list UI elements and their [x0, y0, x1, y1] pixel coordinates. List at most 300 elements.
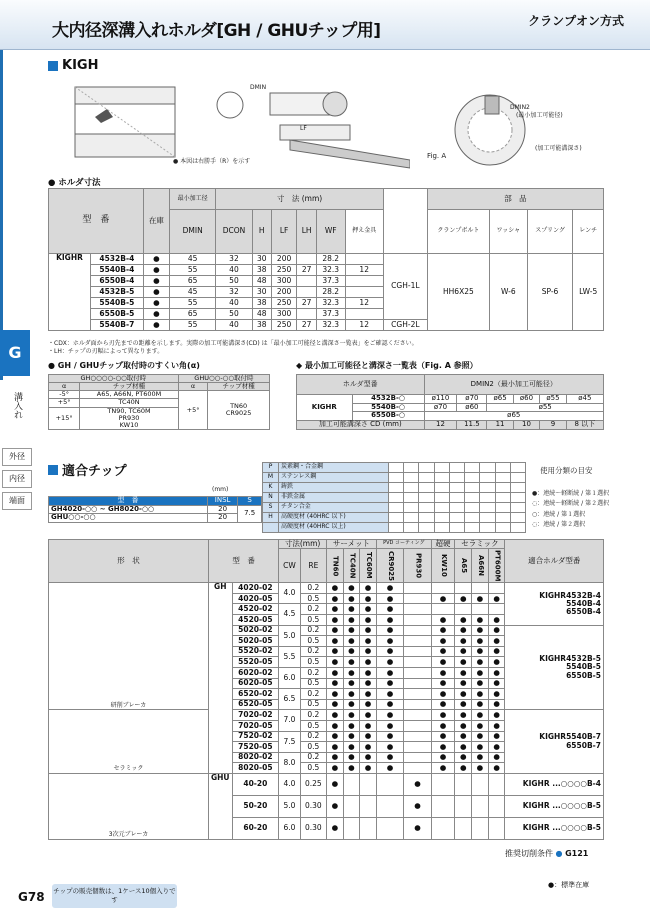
cls-label: 高硬度材 (40HRC 以上)	[279, 523, 389, 533]
stock: ●	[143, 298, 169, 309]
fig-a-drawing	[445, 88, 535, 168]
stock: ●	[143, 309, 169, 320]
cw: 4.0	[279, 583, 300, 604]
grade-dot: ●	[472, 593, 489, 604]
grade-dot	[376, 817, 403, 839]
relief-chip2: チップ材種	[208, 383, 270, 391]
cls-cell	[449, 513, 464, 523]
part-clamp-val: CGH-1L	[383, 254, 427, 320]
grade-dot: ●	[455, 710, 472, 721]
relief-r2-a: +5°	[49, 399, 80, 407]
shape-cell: セラミック	[49, 710, 209, 774]
model: 5540B-4	[90, 265, 143, 276]
cw: 4.5	[279, 604, 300, 625]
app-holder: KIGHR ...○○○○B-5	[505, 795, 604, 817]
grade-dot: ●	[360, 636, 377, 647]
dmin-label: DMIN	[250, 84, 267, 91]
grade-dot	[343, 795, 360, 817]
dim-cell: 38	[252, 298, 271, 309]
grade-dot: ●	[431, 657, 455, 668]
col-model: 型 番	[49, 189, 144, 254]
grade-dot: ●	[431, 720, 455, 731]
re: 0.2	[300, 604, 326, 615]
insl-table	[48, 496, 262, 523]
cls-cell	[510, 493, 525, 503]
grade-TC60M: TC60M	[360, 549, 377, 583]
re: 0.2	[300, 646, 326, 657]
cls-cell	[510, 513, 525, 523]
grade-dot: ●	[343, 720, 360, 731]
re: 0.5	[300, 699, 326, 710]
col-dmin: DMIN	[170, 210, 216, 254]
grade-dot	[431, 773, 455, 795]
side-tab-grooving[interactable]: 溝入れ	[12, 392, 22, 419]
dim-cell: 32	[216, 287, 252, 298]
grade-dot: ●	[327, 636, 344, 647]
grade-dot	[343, 773, 360, 795]
insl-h2: S	[238, 497, 262, 506]
mv: ø55	[487, 403, 604, 412]
dim-cell: 27	[297, 265, 317, 276]
cls-cell	[419, 493, 434, 503]
cls-label: ステンレス鋼	[279, 473, 389, 483]
grade-dot: ●	[488, 646, 505, 657]
cls-cell	[449, 503, 464, 513]
insl-h1: INSL	[207, 497, 237, 506]
stock: ●	[143, 276, 169, 287]
grade-dot: ●	[455, 646, 472, 657]
dim-cell: 50	[216, 309, 252, 320]
part-wrench: レンチ	[573, 210, 604, 254]
grade-dot: ●	[472, 763, 489, 774]
model: 6550B-4	[90, 276, 143, 287]
chip-model: 6020-05	[232, 678, 279, 689]
grade-dot: ●	[455, 763, 472, 774]
grade-dot: ●	[343, 593, 360, 604]
cw: 5.0	[279, 795, 300, 817]
grade-dot: ●	[488, 625, 505, 636]
dim-cell: 12	[345, 320, 383, 331]
grade-dot: ●	[488, 668, 505, 679]
grade-dot: ●	[431, 710, 455, 721]
col-app: 適合ホルダ型番	[505, 540, 604, 583]
cls-cell	[389, 483, 404, 493]
cls-cell	[465, 483, 480, 493]
mv: ø70	[424, 403, 457, 412]
cross-section-drawing	[70, 82, 180, 162]
cls-cell	[389, 493, 404, 503]
grade-dot: ●	[472, 668, 489, 679]
grade-dot: ●	[360, 731, 377, 742]
grade-dot	[455, 583, 472, 594]
cls-cell	[404, 513, 419, 523]
cd-v: 10	[513, 421, 539, 430]
re: 0.30	[300, 795, 326, 817]
col-pvd: PVD コーティング	[376, 540, 431, 549]
series: KIGHR	[49, 254, 91, 331]
part-spring: スプリング	[527, 210, 573, 254]
part-spring-val: SP-6	[527, 254, 573, 331]
grade-dot: ●	[343, 636, 360, 647]
grade-dot: ●	[488, 720, 505, 731]
grade-dot: ●	[488, 699, 505, 710]
grade-dot	[376, 795, 403, 817]
app-holder	[505, 625, 604, 710]
grade-dot: ●	[455, 657, 472, 668]
relief-a1: α	[49, 383, 80, 391]
dim-cell: 250	[271, 265, 297, 276]
grade-dot: ●	[327, 795, 344, 817]
grade-dot	[404, 710, 431, 721]
minlist-m2: 6550B-○	[352, 412, 424, 421]
legend-3: ◌：連続 / 第２選択	[532, 521, 586, 528]
holder-table	[48, 188, 604, 331]
holder-note-1: ・CDX：ホルダ面から刃先までの距離を示します。実際の加工可能溝深さ(CD) は「最小加工可能径と溝深さ一覧表」をご確認ください。	[48, 340, 418, 347]
grade-dot	[472, 583, 489, 594]
chip-model: 4020-02	[232, 583, 279, 594]
insl-m0: GH4020-○○ ~ GH8020-○○	[49, 505, 208, 514]
col-ceramic: セラミック	[455, 540, 505, 549]
grade-dot	[360, 795, 377, 817]
shape-cell: 研削ブレーカ	[49, 583, 209, 710]
dim-cell: 45	[170, 287, 216, 298]
app-holder	[505, 583, 604, 625]
dim-cell: 28.2	[316, 287, 345, 298]
chip-table: 形 状 型 番 寸法(mm) サーメット PVD コーティング 超硬 セラミック 適合ホルダ型番 CW RE TN60 TC40N TC60M CR9025 PR930 KW10 A65 A66N PT600M 研削ブレーカ GH 4020-02 4.0 0.2 ● ● ● ● KIGHR4532B-4 5540B-4 6550B-4 4020-05 0.5 ● ● ● ● ● ● ● ● 4520-02 4.5 0.2 ● ● ● ● 4520-05 0.5 ● ● ● ● ● ● ● ● 5020-02 5.0 0.2 ● ● ● ● ● ● ● ● KIGHR4532B-5 5540B-5 6550B-5 5020-05 0.5 ● ● ● ● ● ● ● ● 5520-02 5.5 0.2 ● ● ● ● ● ● ● ● 5520-05 0.5 ● ● ● ● ● ● ● ● 6020-02 6.0 0.2 ● ● ● ● ● ● ● ● 6020-05 0.5 ● ● ● ● ● ● ● ● 6520-02 6.5 0.2 ● ● ● ● ● ● ● ● 6520-05 0.5 ● ● ● ● ● ● ● ● セラミック 7020-02 7.0 0.2 ● ● ● ● ● ● ● ● KIGHR5540B-7 6550B-7 7020-05 0.5 ● ● ● ● ● ● ● ● 7520-02 7.5 0.2 ● ● ● ● ● ● ● ● 7520-05 0.5 ● ● ● ● ● ● ● ● 8020-02 8.0 0.2 ● ● ● ● ● ● ● ● 8020-05 0.5 ● ● ● ● ● ● ● ● 3次元ブレーカ GHU 40-20 4.0 0.25 ● ● KIGHR ...○○○○B-4 50-20 5.0 0.30 ● ● KIGHR ...○○○○B-5 60-20 6.0 0.30 ● ● KIGHR ...○○○○B-5	[48, 539, 604, 840]
grade-dot: ●	[343, 678, 360, 689]
grade-dot: ●	[360, 689, 377, 700]
cw: 7.5	[279, 731, 300, 752]
app-holder: KIGHR ...○○○○B-5	[505, 817, 604, 839]
grade-dot: ●	[360, 593, 377, 604]
grade-dot: ●	[376, 583, 403, 594]
cls-cell	[404, 473, 419, 483]
grade-dot: ●	[431, 678, 455, 689]
dim-cell: 200	[271, 287, 297, 298]
cls-cell	[419, 473, 434, 483]
dmin2-label: DMIN2	[510, 104, 530, 111]
cls-cell	[434, 503, 449, 513]
grade-dot	[404, 689, 431, 700]
grade-dot	[404, 593, 431, 604]
grade-dot	[404, 657, 431, 668]
cw: 6.0	[279, 817, 300, 839]
dim-cell: 38	[252, 320, 271, 331]
re: 0.5	[300, 678, 326, 689]
grade-dot	[404, 763, 431, 774]
grade-dot: ●	[431, 668, 455, 679]
insl-m1: GHU○○-○○	[49, 514, 208, 523]
chip-model: 4020-05	[232, 593, 279, 604]
grade-dot: ●	[404, 795, 431, 817]
grade-dot	[472, 604, 489, 615]
minlist-title: ◆ 最小加工可能径と溝深さ一覧表（Fig. A 参照）	[296, 361, 478, 370]
cls-cell	[495, 523, 510, 533]
grade-dot	[431, 604, 455, 615]
grade-dot	[472, 795, 489, 817]
grade-dot: ●	[327, 742, 344, 753]
grade-dot: ●	[431, 699, 455, 710]
grade-dot: ●	[488, 678, 505, 689]
cls-cell	[480, 513, 495, 523]
side-tab-outer[interactable]: 外径	[2, 448, 32, 466]
cls-cell	[495, 483, 510, 493]
grade-dot: ●	[360, 668, 377, 679]
cls-cell	[449, 483, 464, 493]
cls-cell	[404, 503, 419, 513]
grade-dot: ●	[343, 752, 360, 763]
section-kigh-label: KIGH	[62, 58, 99, 73]
chip-model: 40-20	[232, 773, 279, 795]
relief-u-chip: TN60 CR9025	[208, 391, 270, 430]
app-holder: KIGHR ...○○○○B-4	[505, 773, 604, 795]
cls-cell	[480, 503, 495, 513]
series-ghu: GHU	[209, 773, 233, 839]
cd-v: 11	[487, 421, 513, 430]
dim-cell: 55	[170, 320, 216, 331]
cls-cell	[449, 473, 464, 483]
grade-dot: ●	[360, 742, 377, 753]
grade-dot: ●	[488, 763, 505, 774]
dim-cell: 37.3	[316, 309, 345, 320]
minlist-h1: ホルダ型番	[297, 375, 425, 395]
cls-cell	[434, 473, 449, 483]
model: 6550B-5	[90, 309, 143, 320]
dim-cell: 40	[216, 265, 252, 276]
grade-dot: ●	[376, 710, 403, 721]
stock: ●	[143, 287, 169, 298]
grade-dot: ●	[360, 678, 377, 689]
grade-dot	[488, 583, 505, 594]
stock: ●	[143, 320, 169, 331]
cw: 7.0	[279, 710, 300, 731]
cls-cell	[389, 523, 404, 533]
side-tab-face[interactable]: 端面	[2, 492, 32, 510]
grade-dot: ●	[472, 646, 489, 657]
grade-dot	[488, 604, 505, 615]
mv: ø55	[540, 395, 566, 404]
grade-dot: ●	[376, 699, 403, 710]
grade-dot	[431, 795, 455, 817]
cls-cell	[404, 493, 419, 503]
grade-dot: ●	[376, 593, 403, 604]
grade-dot: ●	[343, 668, 360, 679]
arrow-icon: ●	[555, 849, 563, 858]
cls-cell	[465, 503, 480, 513]
grade-dot: ●	[431, 646, 455, 657]
grade-dot	[404, 583, 431, 594]
cls-cell	[449, 523, 464, 533]
grade-dot: ●	[343, 742, 360, 753]
grade-dot: ●	[376, 752, 403, 763]
grade-dot: ●	[360, 752, 377, 763]
app-line: 5540B-4	[566, 598, 601, 608]
dim-cell: 48	[252, 309, 271, 320]
col-parts: 部 品	[427, 189, 603, 210]
cls-cell	[465, 493, 480, 503]
col-dims: 寸 法 (mm)	[216, 189, 384, 210]
cw: 8.0	[279, 752, 300, 773]
relief-chip1: チップ材種	[80, 383, 179, 391]
fig-a-label: Fig. A	[427, 152, 447, 160]
grade-dot: ●	[431, 763, 455, 774]
relief-r1-chip: A65, A66N, PT600M	[80, 391, 179, 399]
grade-dot	[343, 817, 360, 839]
dim-cell	[345, 287, 383, 298]
grade-dot: ●	[455, 615, 472, 626]
grade-dot: ●	[472, 625, 489, 636]
re: 0.2	[300, 752, 326, 763]
grade-dot: ●	[327, 763, 344, 774]
grade-dot: ●	[431, 636, 455, 647]
grade-dot	[431, 817, 455, 839]
square-bullet-icon	[48, 465, 58, 475]
grade-dot	[404, 720, 431, 731]
min-dia-note: (最小加工可能径)	[516, 112, 563, 119]
grade-dot	[404, 604, 431, 615]
cw: 5.0	[279, 625, 300, 646]
app-holder	[505, 710, 604, 774]
grade-dot: ●	[343, 699, 360, 710]
re: 0.5	[300, 636, 326, 647]
cls-cell	[510, 463, 525, 473]
dim-cell: 32.3	[316, 265, 345, 276]
rec-cond[interactable]	[505, 848, 588, 859]
grade-dot	[404, 752, 431, 763]
grade-dot: ●	[327, 699, 344, 710]
re: 0.25	[300, 773, 326, 795]
app-line: 6550B-7	[566, 740, 601, 750]
grade-dot: ●	[431, 593, 455, 604]
dim-cell: 65	[170, 276, 216, 287]
chip-model: 60-20	[232, 817, 279, 839]
cls-cell	[510, 503, 525, 513]
series-gh: GH	[209, 583, 233, 774]
dim-cell	[297, 309, 317, 320]
holder-dims-title: ● ホルダ寸法	[48, 178, 101, 188]
grade-dot: ●	[376, 689, 403, 700]
cls-cell	[419, 483, 434, 493]
grade-dot: ●	[472, 752, 489, 763]
chip-model: 8020-05	[232, 763, 279, 774]
grade-dot	[404, 646, 431, 657]
grade-dot: ●	[376, 657, 403, 668]
grade-dot: ●	[327, 720, 344, 731]
grade-dot: ●	[327, 710, 344, 721]
grade-dot: ●	[455, 668, 472, 679]
grade-dot	[404, 668, 431, 679]
chip-model: 7520-05	[232, 742, 279, 753]
relief-r3-a: +15°	[49, 407, 80, 429]
side-tab-inner[interactable]: 内径	[2, 470, 32, 488]
mv: ø60	[513, 395, 539, 404]
cls-cell	[495, 473, 510, 483]
cls-cell	[449, 463, 464, 473]
part-bolt-val: HH6X25	[427, 254, 489, 331]
grade-dot	[488, 795, 505, 817]
cls-cell	[480, 463, 495, 473]
relief-r2-chip: TC40N	[80, 399, 179, 407]
cls-cell	[465, 523, 480, 533]
grade-dot: ●	[431, 615, 455, 626]
grade-dot: ●	[327, 731, 344, 742]
grade-dot: ●	[327, 657, 344, 668]
dim-cell: 32.3	[316, 298, 345, 309]
grade-dot: ●	[343, 731, 360, 742]
dim-cell	[345, 309, 383, 320]
cls-cell	[389, 513, 404, 523]
re: 0.2	[300, 625, 326, 636]
grade-dot: ●	[327, 689, 344, 700]
grade-dot: ●	[327, 604, 344, 615]
cls-cell	[389, 463, 404, 473]
grade-dot: ●	[327, 668, 344, 679]
grade-dot: ●	[455, 593, 472, 604]
grade-dot: ●	[455, 689, 472, 700]
grade-dot: ●	[327, 646, 344, 657]
lf-label: LF	[300, 125, 307, 132]
dim-cell: 300	[271, 276, 297, 287]
grade-dot: ●	[376, 646, 403, 657]
chip-model: 4520-05	[232, 615, 279, 626]
dim-cell: 45	[170, 254, 216, 265]
cls-cell	[434, 513, 449, 523]
grade-dot: ●	[376, 615, 403, 626]
stock: ●	[143, 265, 169, 276]
cls-cell	[480, 493, 495, 503]
grade-dot: ●	[327, 583, 344, 594]
grade-dot: ●	[343, 763, 360, 774]
chip-model: 4520-02	[232, 604, 279, 615]
section-chips	[48, 460, 127, 479]
grade-dot: ●	[431, 731, 455, 742]
chip-model: 6520-05	[232, 699, 279, 710]
re: 0.2	[300, 668, 326, 679]
grade-dot: ●	[376, 763, 403, 774]
cls-cell	[510, 473, 525, 483]
grade-dot: ●	[455, 752, 472, 763]
grade-TC40N: TC40N	[343, 549, 360, 583]
mv: ø65	[487, 395, 513, 404]
side-tab-g[interactable]: G	[0, 330, 30, 376]
dim-cell: 48	[252, 276, 271, 287]
grade-dot: ●	[472, 720, 489, 731]
grade-dot	[404, 678, 431, 689]
dim-cell: 12	[345, 298, 383, 309]
cls-code: P	[263, 463, 279, 473]
grade-PT600M: PT600M	[488, 549, 505, 583]
dim-cell: 32	[216, 254, 252, 265]
cd-v: 9	[540, 421, 566, 430]
grade-dot: ●	[376, 625, 403, 636]
cls-cell	[480, 523, 495, 533]
relief-h2: GHU○○-○○取付時	[178, 375, 269, 383]
grade-dot: ●	[376, 678, 403, 689]
part-washer-val: W-6	[489, 254, 527, 331]
col-dcon: DCON	[216, 210, 252, 254]
chip-model: 5020-02	[232, 625, 279, 636]
minlist-h2: DMIN2（最小加工可能径）	[424, 375, 603, 395]
grade-dot	[404, 625, 431, 636]
re: 0.5	[300, 763, 326, 774]
minlist-m0: 4532B-○	[352, 395, 424, 404]
col-model: 型 番	[209, 540, 279, 583]
cls-cell	[465, 513, 480, 523]
grade-dot: ●	[360, 699, 377, 710]
grade-dot: ●	[343, 604, 360, 615]
grade-dot: ●	[360, 583, 377, 594]
col-lf: LF	[271, 210, 297, 254]
